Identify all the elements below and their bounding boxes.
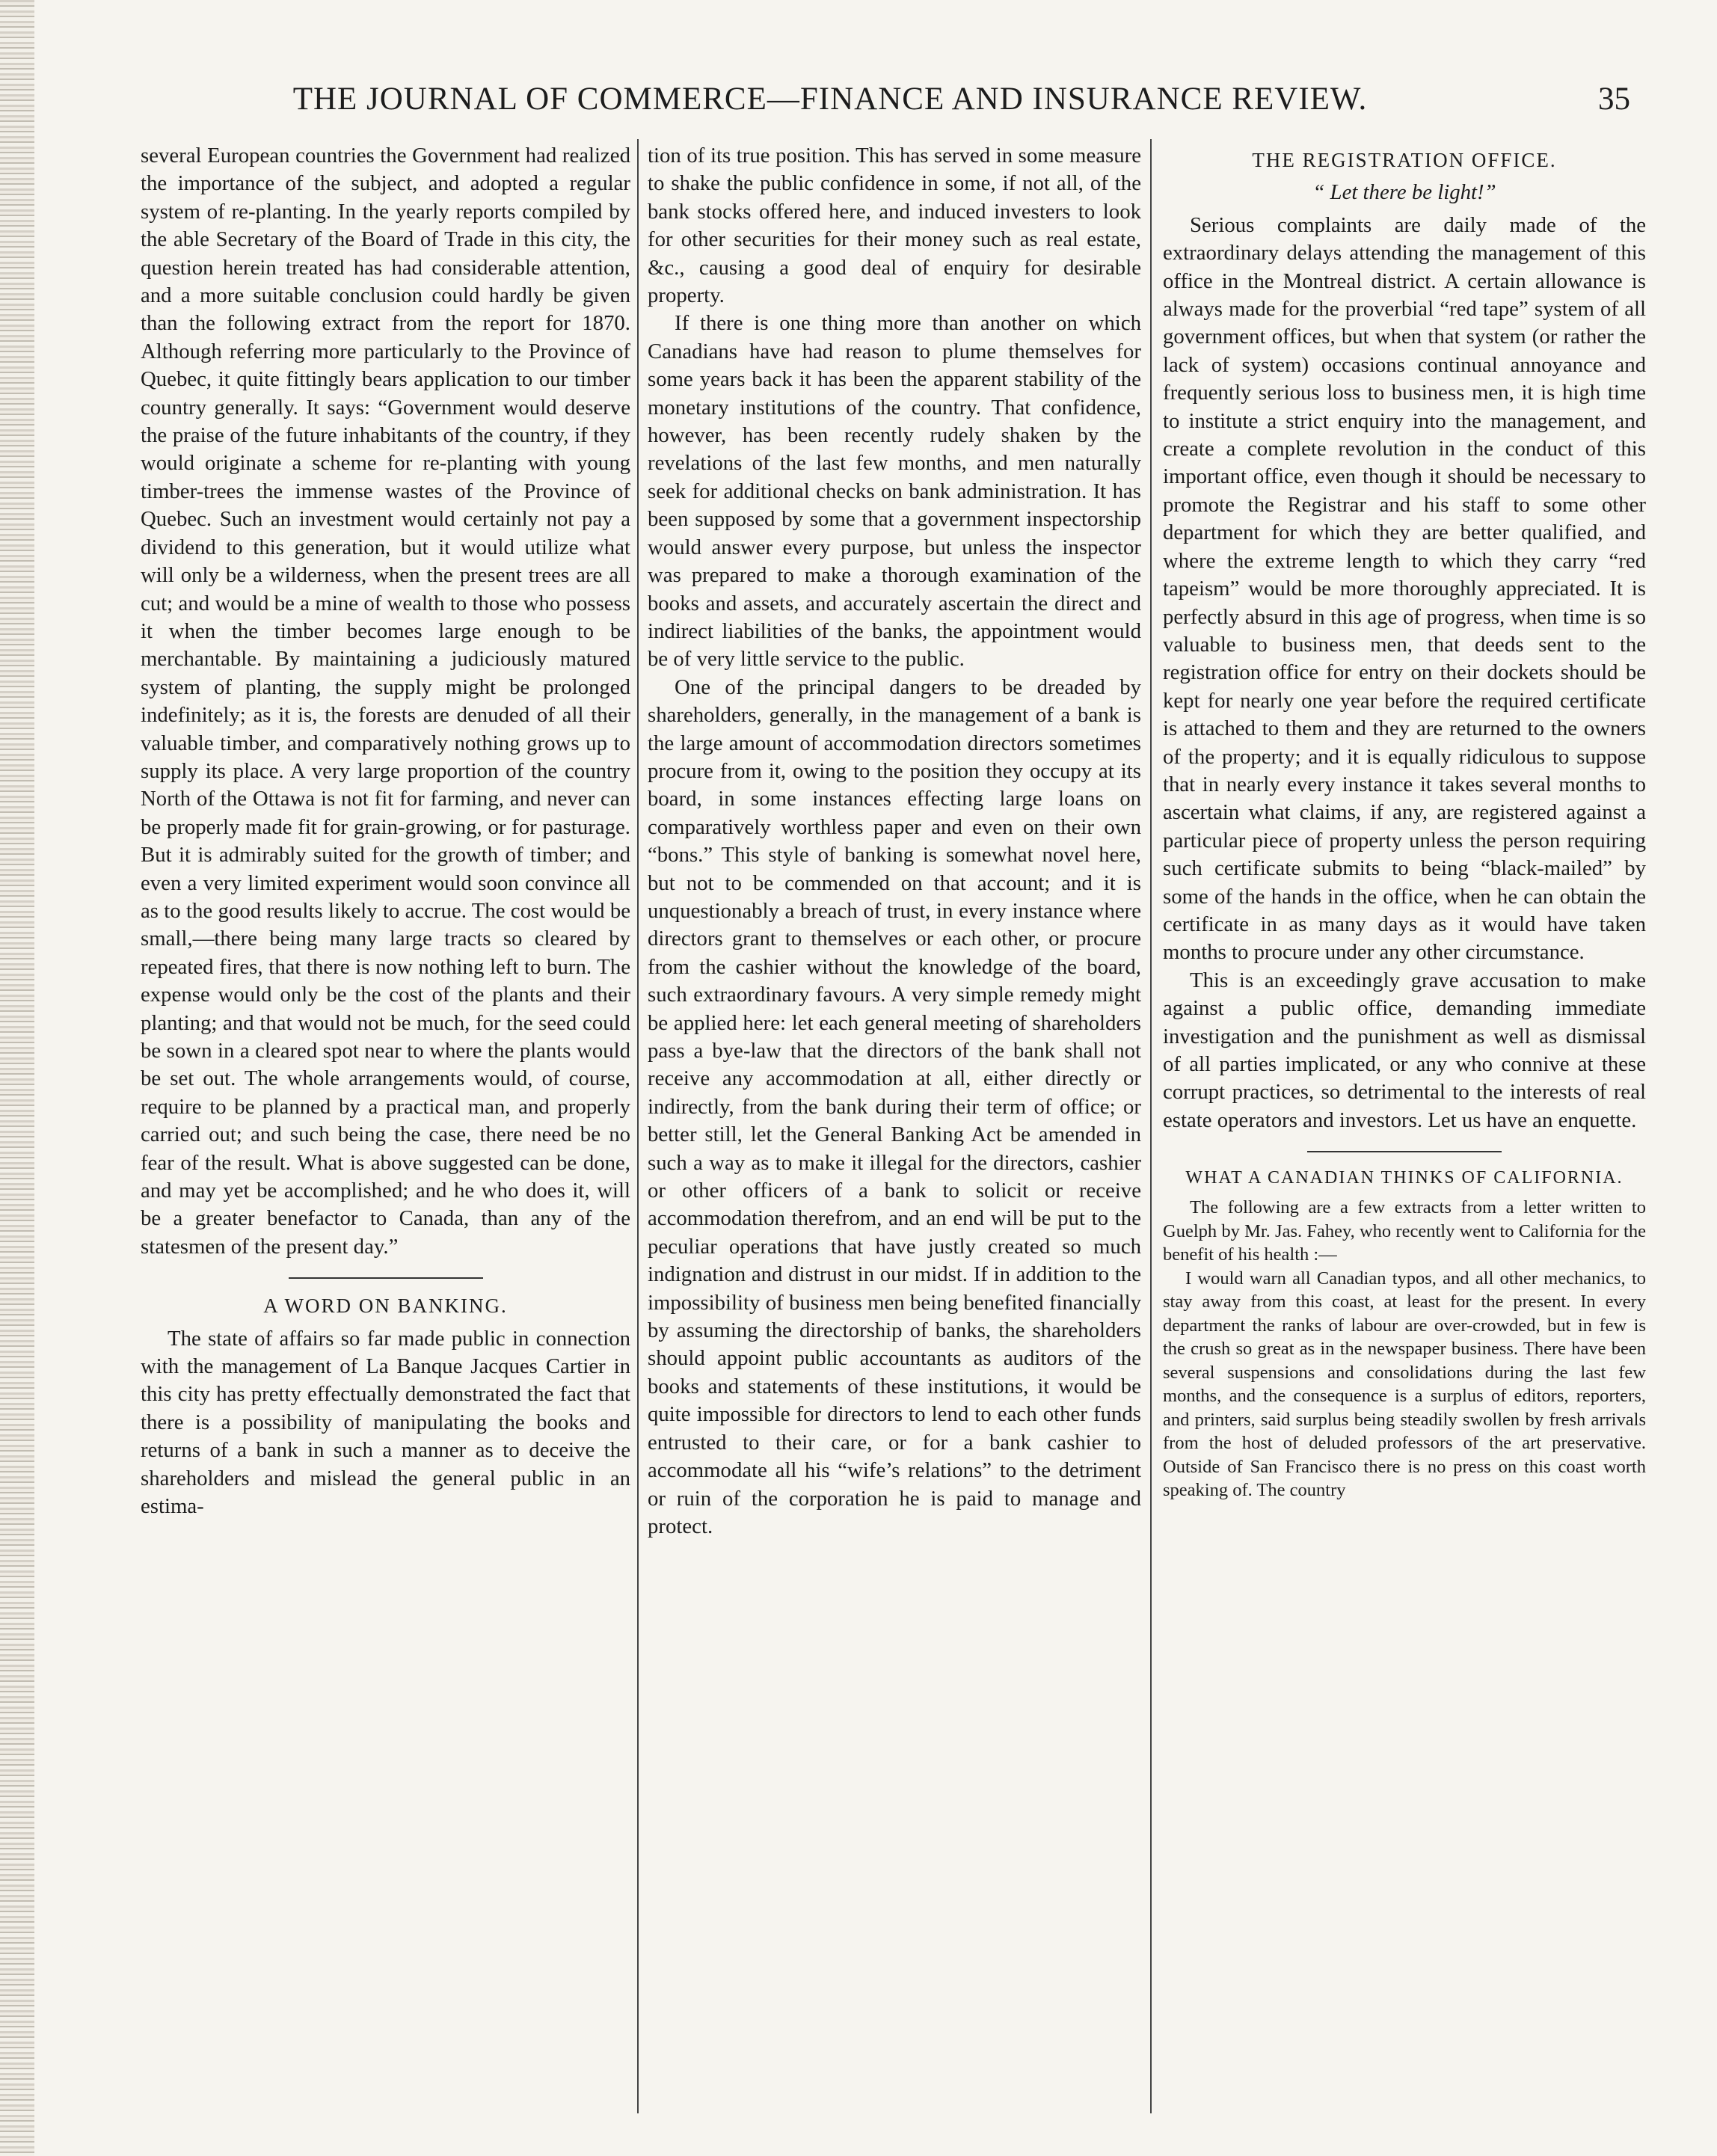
column-1 (141, 142, 630, 2101)
banking-article-paragraph-3: If there is one thing more than another on which Canadians have had reason to plume themselves for some years back it has been the apparent stability of the monetary institutions of the country. That confidence, however, has been recently rudely shaken by the revelations of the last few months, and men naturally seek for additional checks on bank administration. It has been supposed by some that a government inspectorship would answer every purpose, but unless the inspector was prepared to make a thorough examination of the books and assets, and accurately ascertain the direct and indirect liabilities of the banks, the appointment would be of very little service to the public. (648, 311, 1141, 672)
banking-article-paragraph-1: The state of affairs so far made public in connection with the management of La Banque Jacques Cartier in this city has pretty effectually demonstrated the fact that there is a possibility of manipulating the books and returns of a bank in such a manner as to deceive the shareholders and mislead the general public in an estima- (141, 1326, 630, 1519)
running-title: THE JOURNAL OF COMMERCE—FINANCE AND INSURANCE REVIEW. (292, 82, 1368, 117)
california-letter-extract (1163, 1267, 1646, 1502)
california-letter-paragraph: I would warn all Canadian typos, and all other mechanics, to stay away from this coast, at least for the present. In every department the ranks of labour are over-crowded, but in few is the crush so great as in the newspaper business. There have been several suspensions and consolidations during the last few months, and the consequence is a surplus of editors, reporters, and printers, said surplus being steadily swollen by fresh arrivals from the host of deluded professors of the art preservative. Outside of San Francisco there is no press on this coast worth speaking of. The country (1163, 1268, 1646, 1501)
section-divider (1307, 1151, 1502, 1152)
page-number: 35 (1598, 82, 1630, 117)
california-article-intro: The following are a few extracts from a letter written to Guelph by Mr. Jas. Fahey, who recently went to California for the benefit of his health :— (1163, 1197, 1646, 1265)
timber-article-paragraph: several European countries the Government had realized the importance of the subject, and adopted a regular system of re-planting. In the yearly reports compiled by the able Secretary of the Board of Trade in this city, the question herein treated has had considerable attention, and a more suitable conclusion could hardly be given than the following extract from the report for 1870. Although referring more particularly to the Province of Quebec, it quite fittingly bears application to our timber country generally. It says: “Government would deserve the praise of the future inhabitants of the country, if they would originate a scheme for re-planting with young timber-trees the immense wastes of the Province of Quebec. Such an investment would certainly not pay a dividend to this generation, but it would utilize what will only be a wilderness, when the present trees are all cut; and would be a mine of wealth to those who possess it when the timber becomes large enough to be merchantable. By maintaining a judiciously matured system of planting, the supply might be prolonged indefinitely; as it is, the forests are denuded of all their valuable timber, and comparatively nothing grows up to supply its place. A very large proportion of the country North of the Ottawa is not fit for farming, and never can be properly made fit for grain-growing, or for pasturage. But it is admirably suited for the growth of timber; and even a very limited experiment would soon convince all as to the good results likely to accrue. The cost would be small,—there being many large tracts so cleared by repeated fires, that there is now nothing left to burn. The expense would only be the cost of the plants and their planting; and that would not be much, for the seed could be sown in a cleared spot near to where the plants would be set out. The whole arrangements would, of course, require to be planned by a practical man, and properly carried out; and such being the case, there need be no fear of the result. What is above suggested can be done, and may yet be accomplished; and he who does it, will be a greater benefactor to Canada, than any of the statesmen of the present day.” (141, 144, 630, 1259)
column-2 (648, 142, 1141, 2101)
page-binding-edge (0, 0, 34, 2156)
banking-article-paragraph-2: tion of its true position. This has served in some measure to shake the public confidence in some, if not all, of the bank stocks offered here, and induced investers to look for other securities for their money such as real estate, &c., causing a good deal of enquiry for desirable property. (648, 144, 1141, 308)
page-header (135, 81, 1630, 133)
column-rule-left (637, 139, 639, 2113)
registration-article-paragraph-1: Serious complaints are daily made of the extraordinary delays attending the management of this office in the Montreal district. A certain allowance is always made for the proverbial “red tape” system of all government offices, but when that system (or rather the lack of system) occasions continual annoyance and frequently serious loss to business men, it is high time to institute a strict enquiry into the management, and create a complete revolution in the conduct of this important office, even though it should be necessary to promote the Registrar and his staff to some other department for which they are better qualified, and where the extreme length to which they carry “red tapeism” would be more thoroughly appreciated. It is perfectly absurd in this age of progress, when time is so valuable to business men, that deeds sent to the registration office for entry on their dockets should be kept for nearly one year before the required certificate is attached to them and they are returned to the owners of the property; and it is equally ridiculous to suppose that in nearly every instance it takes several months to ascertain what claims, if any, are registered against a particular piece of property unless the person requiring such certificate submits to being “black-mailed” by some of the hands in the office, when he can obtain the certificate in as many days as it would have taken months to procure under any other circumstance. (1163, 212, 1646, 965)
california-article-heading: WHAT A CANADIAN THINKS OF CALIFORNIA. (1185, 1168, 1624, 1188)
section-divider (289, 1277, 483, 1279)
registration-article-heading: THE REGISTRATION OFFICE. (1252, 149, 1557, 171)
column-3 (1163, 142, 1646, 2101)
banking-article-paragraph-4: One of the principal dangers to be dreaded by shareholders, generally, in the management of a bank is the large amount of accommodation directors sometimes procure from it, owing to the position they occupy at its board, in some instances effecting large loans on comparatively worthless paper and even on their own “bons.” This style of banking is somewhat novel here, but not to be commended on that account; and it is unquestionably a breach of trust, in every instance where directors grant to themselves or each other, or procure from the cashier without the knowledge of the board, such extraordinary favours. A very simple remedy might be applied here: let each general meeting of shareholders pass a bye-law that the directors of the bank shall not receive any accommodation at all, either directly or indirectly, from the bank during their term of office; or better still, let the General Banking Act be amended in such a way as to make it illegal for the directors, cashier or other officers of a bank to solicit or receive accommodation therefrom, and an end will be put to the peculiar operations that have justly created so much indignation and distrust in our midst. If in addition to the impossibility of business men being benefited financially by assuming the directorship of banks, the shareholders should appoint public accountants as auditors of the books and statements of these institutions, it would be quite impossible for directors to lend to each other funds entrusted to their care, or for a bank cashier to accommodate all his “wife’s relations” to the detriment or ruin of the corporation he is paid to manage and protect. (648, 675, 1141, 1538)
registration-article-motto: “ Let there be light!” (1312, 180, 1496, 205)
column-rule-right (1150, 139, 1152, 2113)
registration-article-paragraph-2: This is an exceedingly grave accusation to make against a public office, demanding immediate investigation and the punishment as well as dismissal of all parties implicated, or any who connive at these corrupt practices, so detrimental to the interests of real estate operators and investors. Let us have an enquette. (1163, 968, 1646, 1132)
banking-article-heading: A WORD ON BANKING. (263, 1294, 508, 1318)
